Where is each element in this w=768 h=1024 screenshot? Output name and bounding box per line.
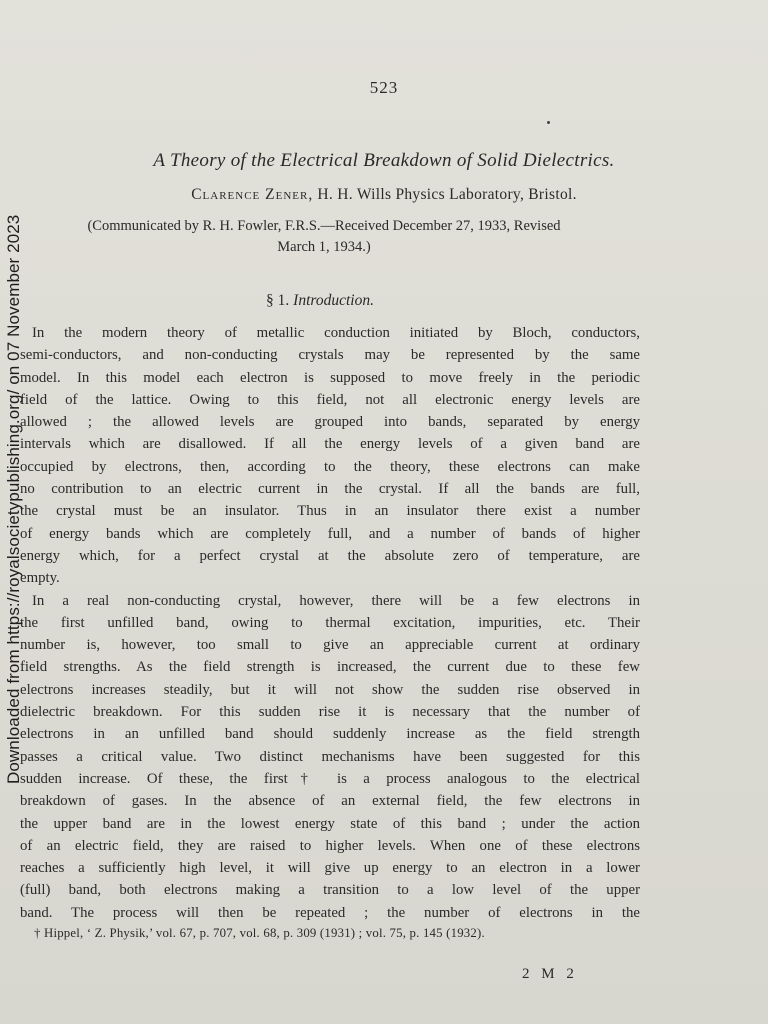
section-title: Introduction.: [293, 292, 374, 309]
signature-mark: 2 M 2: [522, 966, 578, 982]
text-line: field of the lattice. Owing to this field, not all electronic energy levels are: [20, 391, 640, 408]
text-line: band. The process will then be repeated ; the number of electrons in the: [20, 904, 640, 921]
text-line: intervals which are disallowed. If all the energy levels of a given band are: [20, 436, 640, 453]
text-line: the first unfilled band, owing to thermal excitation, impurities, etc. Their: [20, 614, 640, 631]
author-name: Clarence Zener,: [191, 186, 314, 203]
section-number: § 1.: [266, 292, 290, 309]
text-line: energy which, for a perfect crystal at the absolute zero of temperature, are: [20, 547, 640, 564]
download-watermark: Downloaded from https://royalsocietypublishing.org/ on 07 November 2023: [4, 214, 23, 784]
text-line: dielectric breakdown. For this sudden rise it is necessary that the number of: [20, 704, 640, 721]
text-line: number is, however, too small to give an appreciable current at ordinary: [20, 637, 640, 654]
section-heading: [0, 292, 640, 310]
communication-line: March 1, 1934.): [277, 239, 371, 255]
communication-note: [8, 216, 640, 258]
text-line: allowed ; the allowed levels are grouped into bands, separated by energy: [20, 414, 640, 431]
text-line: reaches a sufficiently high level, it will give up energy to an electron in a lower: [20, 860, 640, 877]
text-line: In the modern theory of metallic conduction initiated by Bloch, conductors,: [32, 325, 640, 341]
page-number: 523: [369, 78, 399, 97]
text-line: semi-conductors, and non-conducting crystals may be represented by the same: [20, 347, 640, 364]
footnote: † Hippel, ‘ Z. Physik,’ vol. 67, p. 707, vol. 68, p. 309 (1931) ; vol. 75, p. 145 (1932).: [34, 926, 485, 940]
text-line: no contribution to an electric current in the crystal. If all the bands are full,: [20, 481, 640, 498]
text-line: of energy bands which are completely full, and a number of bands of higher: [20, 525, 640, 542]
text-line: of an electric field, they are raised to higher levels. When one of these electrons: [20, 837, 640, 854]
text-line: occupied by electrons, then, according to the theory, these electrons can make: [20, 458, 640, 475]
author-affiliation: H. H. Wills Physics Laboratory, Bristol.: [317, 186, 577, 203]
scan-speck: [547, 121, 550, 124]
text-line: (full) band, both electrons making a transition to a low level of the upper: [20, 882, 640, 899]
author-line: [0, 186, 768, 204]
text-line: In a real non-conducting crystal, however, there will be a few electrons in: [32, 592, 640, 609]
text-line: field strengths. As the field strength is increased, the current due to these few: [20, 659, 640, 676]
text-line: breakdown of gases. In the absence of an external field, the few electrons in: [20, 793, 640, 810]
text-line: electrons increases steadily, but it will not show the sudden rise observed in: [20, 681, 640, 698]
text-line: empty.: [20, 570, 60, 587]
body-text: [20, 322, 640, 924]
communication-line: (Communicated by R. H. Fowler, F.R.S.—Received December 27, 1933, Revised: [87, 218, 561, 234]
text-line: the crystal must be an insulator. Thus in an insulator there exist a number: [20, 503, 640, 520]
text-line: model. In this model each electron is supposed to move freely in the periodic: [20, 369, 640, 386]
text-line: electrons in an unfilled band should suddenly increase as the field strength: [20, 726, 640, 743]
text-line: passes a critical value. Two distinct mechanisms have been suggested for this: [20, 748, 640, 765]
text-line: the upper band are in the lowest energy state of this band ; under the action: [20, 815, 640, 832]
text-line: sudden increase. Of these, the first† is a process analogous to the electrical: [20, 770, 640, 787]
article-title: A Theory of the Electrical Breakdown of Solid Dielectrics.: [153, 150, 615, 171]
